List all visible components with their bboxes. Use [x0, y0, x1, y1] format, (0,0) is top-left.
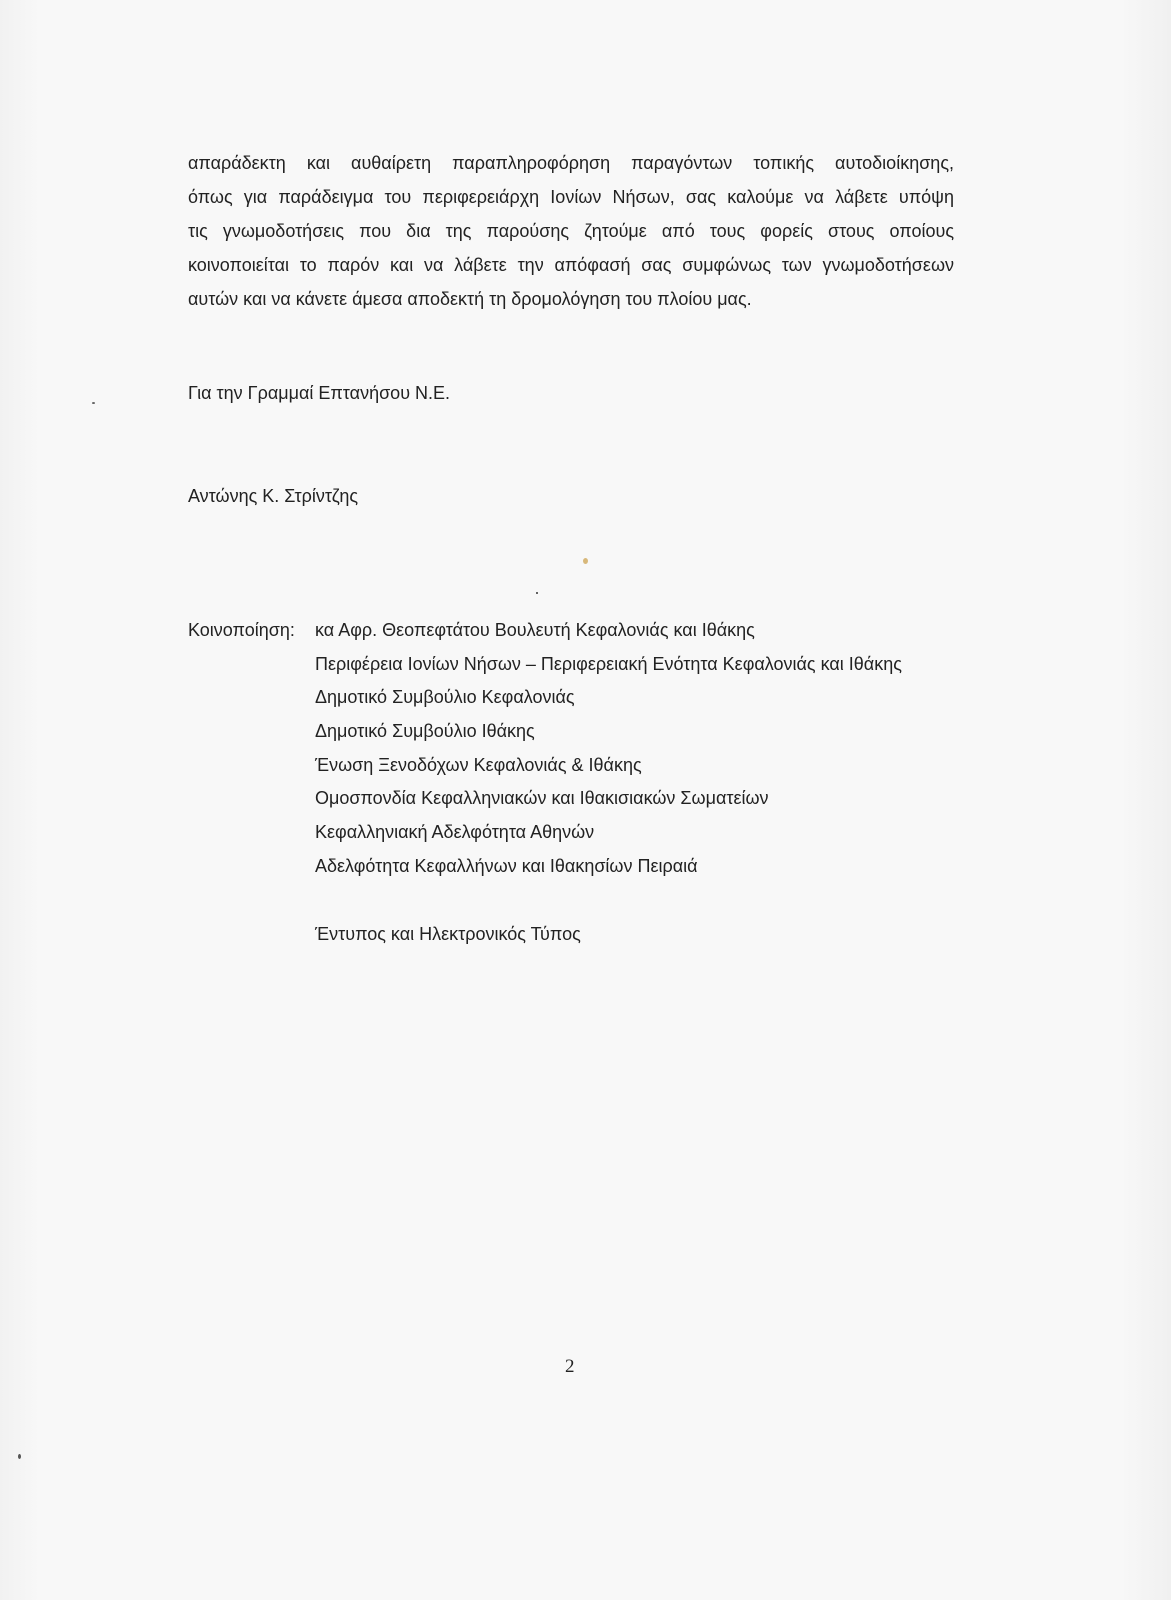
cc-item: Ένωση Ξενοδόχων Κεφαλονιάς & Ιθάκης — [315, 754, 642, 775]
cc-item: κα Αφρ. Θεοπεφτάτου Βουλευτή Κεφαλονιάς και Ιθάκης — [315, 620, 755, 640]
cc-item: Αδελφότητα Κεφαλλήνων και Ιθακησίων Πειραιά — [315, 855, 698, 876]
cc-item: Περιφέρεια Ιονίων Νήσων – Περιφερειακή Ενότητα Κεφαλονιάς και Ιθάκης — [315, 653, 902, 674]
cc-item: Ομοσπονδία Κεφαλληνιακών και Ιθακισιακών Σωματείων — [315, 788, 769, 809]
scan-speck — [583, 558, 588, 564]
cc-list — [315, 618, 902, 888]
body-line: κοινοποιείται το παρόν και να λάβετε την απόφασή σας συμφώνως των γνωμοδοτήσεων — [188, 255, 954, 275]
press-recipient: Έντυπος και Ηλεκτρονικός Τύπος — [315, 924, 581, 944]
body-paragraph — [188, 146, 954, 316]
signer-name: Αντώνης Κ. Στρίντζης — [188, 486, 359, 506]
body-line: τις γνωμοδοτήσεις που δια της παρούσης ζητούμε από τους φορείς στους οποίους — [188, 221, 954, 241]
cc-item: Δημοτικό Συμβούλιο Ιθάκης — [315, 721, 535, 742]
body-line: όπως για παράδειγμα του περιφερειάρχη Ιονίων Νήσων, σας καλούμε να λάβετε υπόψη — [188, 187, 954, 207]
scan-speck — [536, 592, 538, 594]
page-number: 2 — [565, 1356, 575, 1377]
cc-item: Κεφαλληνιακή Αδελφότητα Αθηνών — [315, 822, 595, 843]
cc-label: Κοινοποίηση: — [188, 620, 295, 640]
signoff: Για την Γραμμαί Επτανήσου Ν.Ε. — [188, 383, 451, 403]
body-line: αυτών και να κάνετε άμεσα αποδεκτή τη δρομολόγηση του πλοίου μας. — [188, 289, 752, 309]
cc-item: Δημοτικό Συμβούλιο Κεφαλονιάς — [315, 687, 575, 708]
body-line: απαράδεκτη και αυθαίρετη παραπληροφόρηση παραγόντων τοπικής αυτοδιοίκησης, — [188, 153, 954, 173]
scan-speck — [92, 402, 95, 404]
scan-speck — [18, 1454, 21, 1459]
